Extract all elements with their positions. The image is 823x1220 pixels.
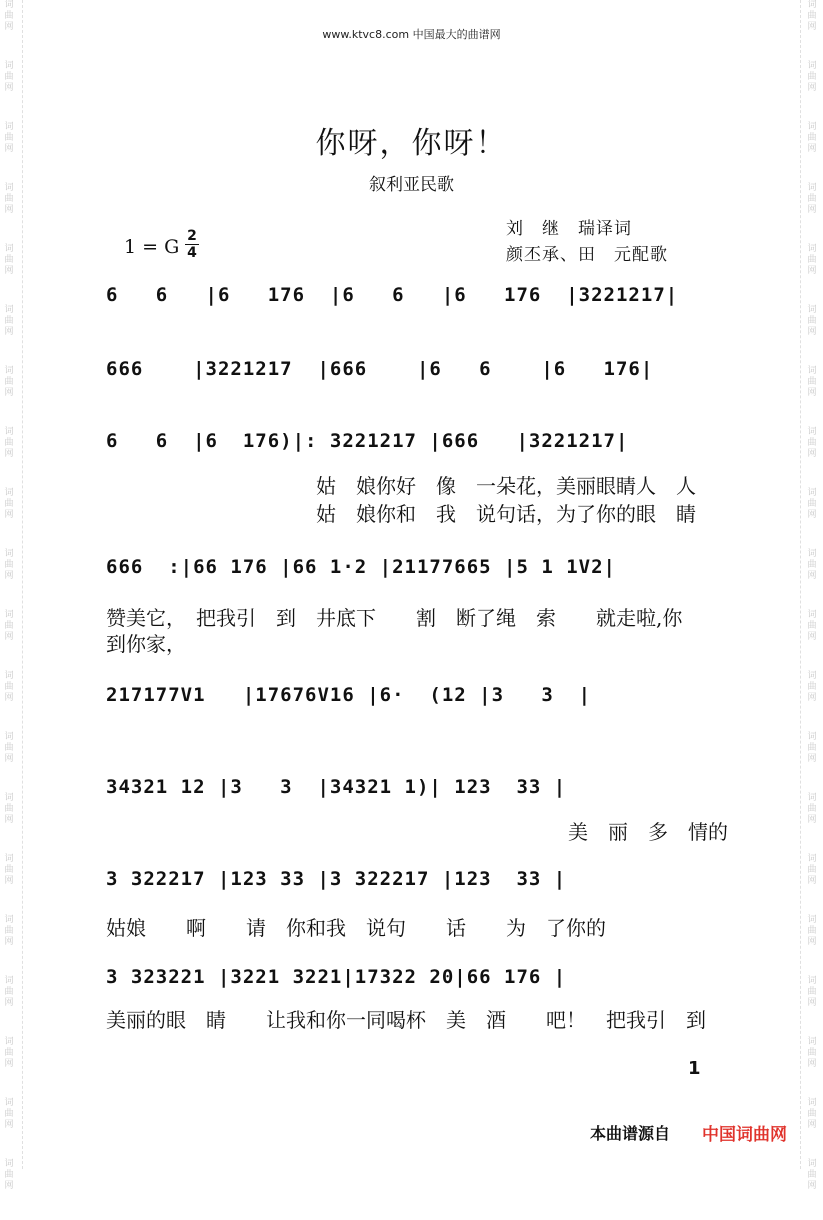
watermark-char: 网: [807, 632, 817, 642]
watermark-char: 网: [4, 693, 14, 703]
watermark-char: 词: [807, 366, 817, 376]
watermark-char: 网: [807, 266, 817, 276]
watermark-char: 曲: [4, 560, 14, 570]
watermark-char: 网: [807, 1059, 817, 1069]
watermark-char: 网: [4, 1059, 14, 1069]
watermark-char: 曲: [4, 865, 14, 875]
footer-source-label: 本曲谱源自: [590, 1124, 671, 1143]
watermark-char: 曲: [4, 377, 14, 387]
watermark-char: 曲: [4, 682, 14, 692]
watermark-char: 网: [807, 937, 817, 947]
key-signature: 1 = G: [124, 236, 180, 258]
watermark-char: 词: [4, 61, 14, 71]
watermark-char: 网: [807, 144, 817, 154]
watermark-char: 网: [807, 754, 817, 764]
watermark-char: 曲: [4, 194, 14, 204]
watermark-char: 词: [807, 976, 817, 986]
score-line-7: 3 322217 |123 33 |3 322217 |123 33 |: [106, 868, 567, 890]
lyric-line-3: 赞美它， 把我引 到 井底下 割 断了绳 索 就走啦,你: [106, 606, 683, 630]
watermark-char: 网: [4, 937, 14, 947]
watermark-char: 词: [807, 1037, 817, 1047]
watermark-char: 词: [807, 549, 817, 559]
watermark-char: 词: [807, 122, 817, 132]
lyricist-credit: 刘 继 瑞译词: [506, 219, 632, 239]
watermark-char: 曲: [807, 72, 817, 82]
score-line-5: 217177V1 |17676V16 |6· (12 |3 3 |: [106, 684, 592, 706]
watermark-char: 词: [4, 1037, 14, 1047]
watermark-char: 词: [807, 671, 817, 681]
watermark-char: 网: [4, 1120, 14, 1130]
watermark-char: 词: [4, 305, 14, 315]
watermark-char: 曲: [807, 743, 817, 753]
watermark-char: 曲: [807, 377, 817, 387]
watermark-char: 词: [4, 793, 14, 803]
watermark-char: 曲: [807, 560, 817, 570]
watermark-char: 曲: [4, 255, 14, 265]
score-line-1: 6 6 |6 176 |6 6 |6 176 |3221217|: [106, 284, 679, 306]
watermark-char: 网: [807, 1120, 817, 1130]
watermark-char: 词: [4, 122, 14, 132]
watermark-char: 曲: [807, 682, 817, 692]
watermark-char: 曲: [4, 499, 14, 509]
score-line-6: 34321 12 |3 3 |34321 1)| 123 33 |: [106, 776, 567, 798]
watermark-char: 曲: [807, 1109, 817, 1119]
watermark-char: 网: [807, 388, 817, 398]
watermark-char: 网: [807, 876, 817, 886]
watermark-char: 词: [807, 305, 817, 315]
lyric-line-6: 姑娘 啊 请 你和我 说句 话 为 了你的: [106, 916, 606, 940]
watermark-char: 词: [807, 61, 817, 71]
lyric-line-7: 美丽的眼 睛 让我和你一同喝杯 美 酒 吧！ 把我引 到: [106, 1008, 706, 1032]
lyric-line-2: 姑 娘你和 我 说句话，为了你的眼 睛: [316, 502, 696, 526]
watermark-char: 曲: [807, 865, 817, 875]
watermark-char: 曲: [807, 1048, 817, 1058]
watermark-char: 词: [4, 244, 14, 254]
watermark-char: 曲: [4, 316, 14, 326]
watermark-char: 词: [4, 732, 14, 742]
watermark-char: 网: [4, 266, 14, 276]
watermark-char: 词: [4, 1159, 14, 1169]
watermark-char: 网: [4, 388, 14, 398]
page-number: 1: [688, 1058, 701, 1079]
lyric-line-5: 美 丽 多 情的: [568, 820, 728, 844]
watermark-char: 词: [807, 793, 817, 803]
watermark-char: 词: [807, 183, 817, 193]
watermark-char: 网: [807, 22, 817, 32]
watermark-char: 曲: [807, 255, 817, 265]
time-sig-bottom: 4: [187, 245, 197, 261]
watermark-char: 曲: [4, 72, 14, 82]
watermark-char: 网: [807, 510, 817, 520]
watermark-char: 曲: [4, 743, 14, 753]
watermark-char: 网: [807, 327, 817, 337]
watermark-char: 词: [807, 427, 817, 437]
watermark-char: 网: [4, 754, 14, 764]
watermark-char: 词: [807, 854, 817, 864]
footer-site-link[interactable]: 中国词曲网: [702, 1125, 787, 1145]
watermark-char: 网: [807, 693, 817, 703]
watermark-char: 曲: [807, 133, 817, 143]
watermark-char: 词: [807, 1159, 817, 1169]
watermark-char: 词: [4, 1098, 14, 1108]
watermark-char: 曲: [4, 621, 14, 631]
watermark-char: 曲: [807, 316, 817, 326]
watermark-char: 词: [4, 671, 14, 681]
watermark-char: 曲: [4, 926, 14, 936]
watermark-char: 网: [4, 83, 14, 93]
watermark-char: 网: [807, 449, 817, 459]
watermark-char: 网: [4, 449, 14, 459]
watermark-char: 词: [807, 0, 817, 10]
song-subtitle: 叙利亚民歌: [369, 175, 454, 195]
watermark-char: 网: [4, 510, 14, 520]
score-line-2: 666 |3221217 |666 |6 6 |6 176|: [106, 358, 654, 380]
watermark-char: 词: [4, 366, 14, 376]
watermark-char: 网: [4, 571, 14, 581]
watermark-char: 网: [4, 815, 14, 825]
watermark-char: 曲: [4, 1170, 14, 1180]
song-title: 你呀，你呀！: [315, 126, 508, 161]
watermark-char: 曲: [807, 926, 817, 936]
time-sig-top: 2: [187, 228, 197, 244]
lyric-line-1: 姑 娘你好 像 一朵花，美丽眼睛人 人: [316, 474, 696, 498]
score-line-3: 6 6 |6 176)|: 3221217 |666 |3221217|: [106, 430, 629, 452]
watermark-char: 词: [4, 915, 14, 925]
score-line-8: 3 323221 |3221 3221|17322 20|66 176 |: [106, 966, 567, 988]
watermark-char: 曲: [807, 1170, 817, 1180]
watermark-char: 曲: [4, 804, 14, 814]
watermark-char: 网: [4, 22, 14, 32]
watermark-char: 网: [807, 571, 817, 581]
arranger-credit: 颜丕承、田 元配歌: [506, 245, 668, 265]
watermark-char: 曲: [4, 133, 14, 143]
watermark-char: 网: [4, 1181, 14, 1191]
watermark-char: 词: [4, 854, 14, 864]
watermark-char: 曲: [807, 499, 817, 509]
watermark-char: 网: [807, 205, 817, 215]
watermark-char: 曲: [4, 438, 14, 448]
watermark-char: 词: [807, 732, 817, 742]
watermark-char: 词: [807, 1098, 817, 1108]
watermark-char: 网: [4, 205, 14, 215]
watermark-char: 网: [4, 632, 14, 642]
watermark-char: 词: [807, 244, 817, 254]
watermark-char: 网: [4, 876, 14, 886]
watermark-char: 网: [4, 327, 14, 337]
watermark-char: 曲: [4, 1048, 14, 1058]
watermark-char: 曲: [4, 11, 14, 21]
watermark-char: 曲: [807, 194, 817, 204]
score-line-4: 666 :|66 176 |66 1·2 |21177665 |5 1 1V2|: [106, 556, 616, 578]
watermark-char: 曲: [807, 987, 817, 997]
lyric-line-4: 到你家，: [106, 632, 186, 656]
watermark-char: 网: [807, 83, 817, 93]
watermark-char: 曲: [807, 11, 817, 21]
watermark-char: 网: [4, 144, 14, 154]
time-signature: [184, 228, 200, 261]
watermark-char: 曲: [4, 987, 14, 997]
watermark-char: 词: [4, 976, 14, 986]
watermark-char: 词: [4, 549, 14, 559]
site-header: www.ktvc8.com 中国最大的曲谱网: [322, 28, 501, 41]
watermark-char: 词: [4, 183, 14, 193]
watermark-char: 词: [4, 610, 14, 620]
watermark-char: 网: [4, 998, 14, 1008]
watermark-char: 词: [807, 488, 817, 498]
watermark-char: 网: [807, 1181, 817, 1191]
watermark-char: 曲: [807, 804, 817, 814]
watermark-char: 词: [807, 610, 817, 620]
watermark-char: 词: [4, 488, 14, 498]
watermark-char: 网: [807, 998, 817, 1008]
watermark-char: 曲: [807, 438, 817, 448]
watermark-char: 词: [4, 0, 14, 10]
watermark-char: 网: [807, 815, 817, 825]
watermark-char: 词: [807, 915, 817, 925]
watermark-char: 词: [4, 427, 14, 437]
watermark-char: 曲: [807, 621, 817, 631]
watermark-char: 曲: [4, 1109, 14, 1119]
